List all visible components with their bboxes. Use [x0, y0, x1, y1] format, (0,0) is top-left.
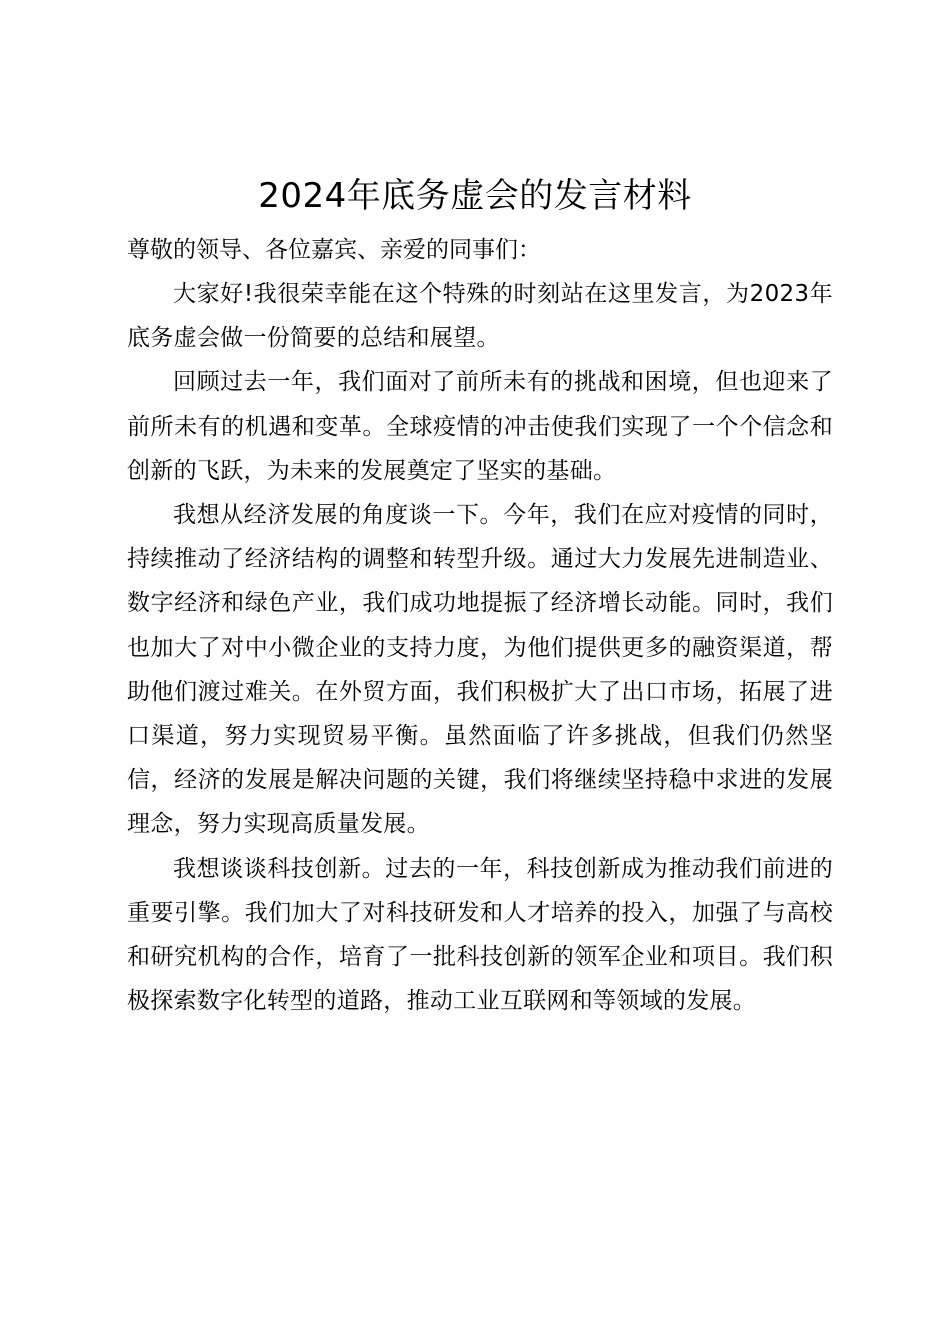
paragraph-economy: 我想从经济发展的角度谈一下。今年，我们在应对疫情的同时，持续推动了经济结构的调整和转型升级。通过大力发展先进制造业、数字经济和绿色产业，我们成功地提振了经济增长动能。同时，我们也加大了对中小微企业的支持力度，为他们提供更多的融资渠道，帮助他们渡过难关。在外贸方面，我们积极扩大了出口市场，拓展了进口渠道，努力实现贸易平衡。虽然面临了许多挑战，但我们仍然坚信，经济的发展是解决问题的关键，我们将继续坚持稳中求进的发展理念，努力实现高质量发展。: [127, 502, 833, 838]
paragraph-technology: 我想谈谈科技创新。过去的一年，科技创新成为推动我们前进的重要引擎。我们加大了对科技研发和人才培养的投入，加强了与高校和研究机构的合作，培育了一批科技创新的领军企业和项目。我们积极探索数字化转型的道路，推动工业互联网和等领域的发展。: [127, 855, 833, 1015]
salutation: 尊敬的领导、各位嘉宾、亲爱的同事们：: [127, 237, 541, 263]
paragraph-opening: 大家好!我很荣幸能在这个特殊的时刻站在这里发言，为2023年底务虚会做一份简要的总结和展望。: [127, 281, 833, 352]
document-body: [127, 228, 833, 1023]
document-title: 2024年底务虚会的发言材料: [258, 176, 692, 216]
paragraph-review: 回顾过去一年，我们面对了前所未有的挑战和困境，但也迎来了前所未有的机遇和变革。全球疫情的冲击使我们实现了一个个信念和创新的飞跃，为未来的发展奠定了坚实的基础。: [127, 369, 833, 484]
